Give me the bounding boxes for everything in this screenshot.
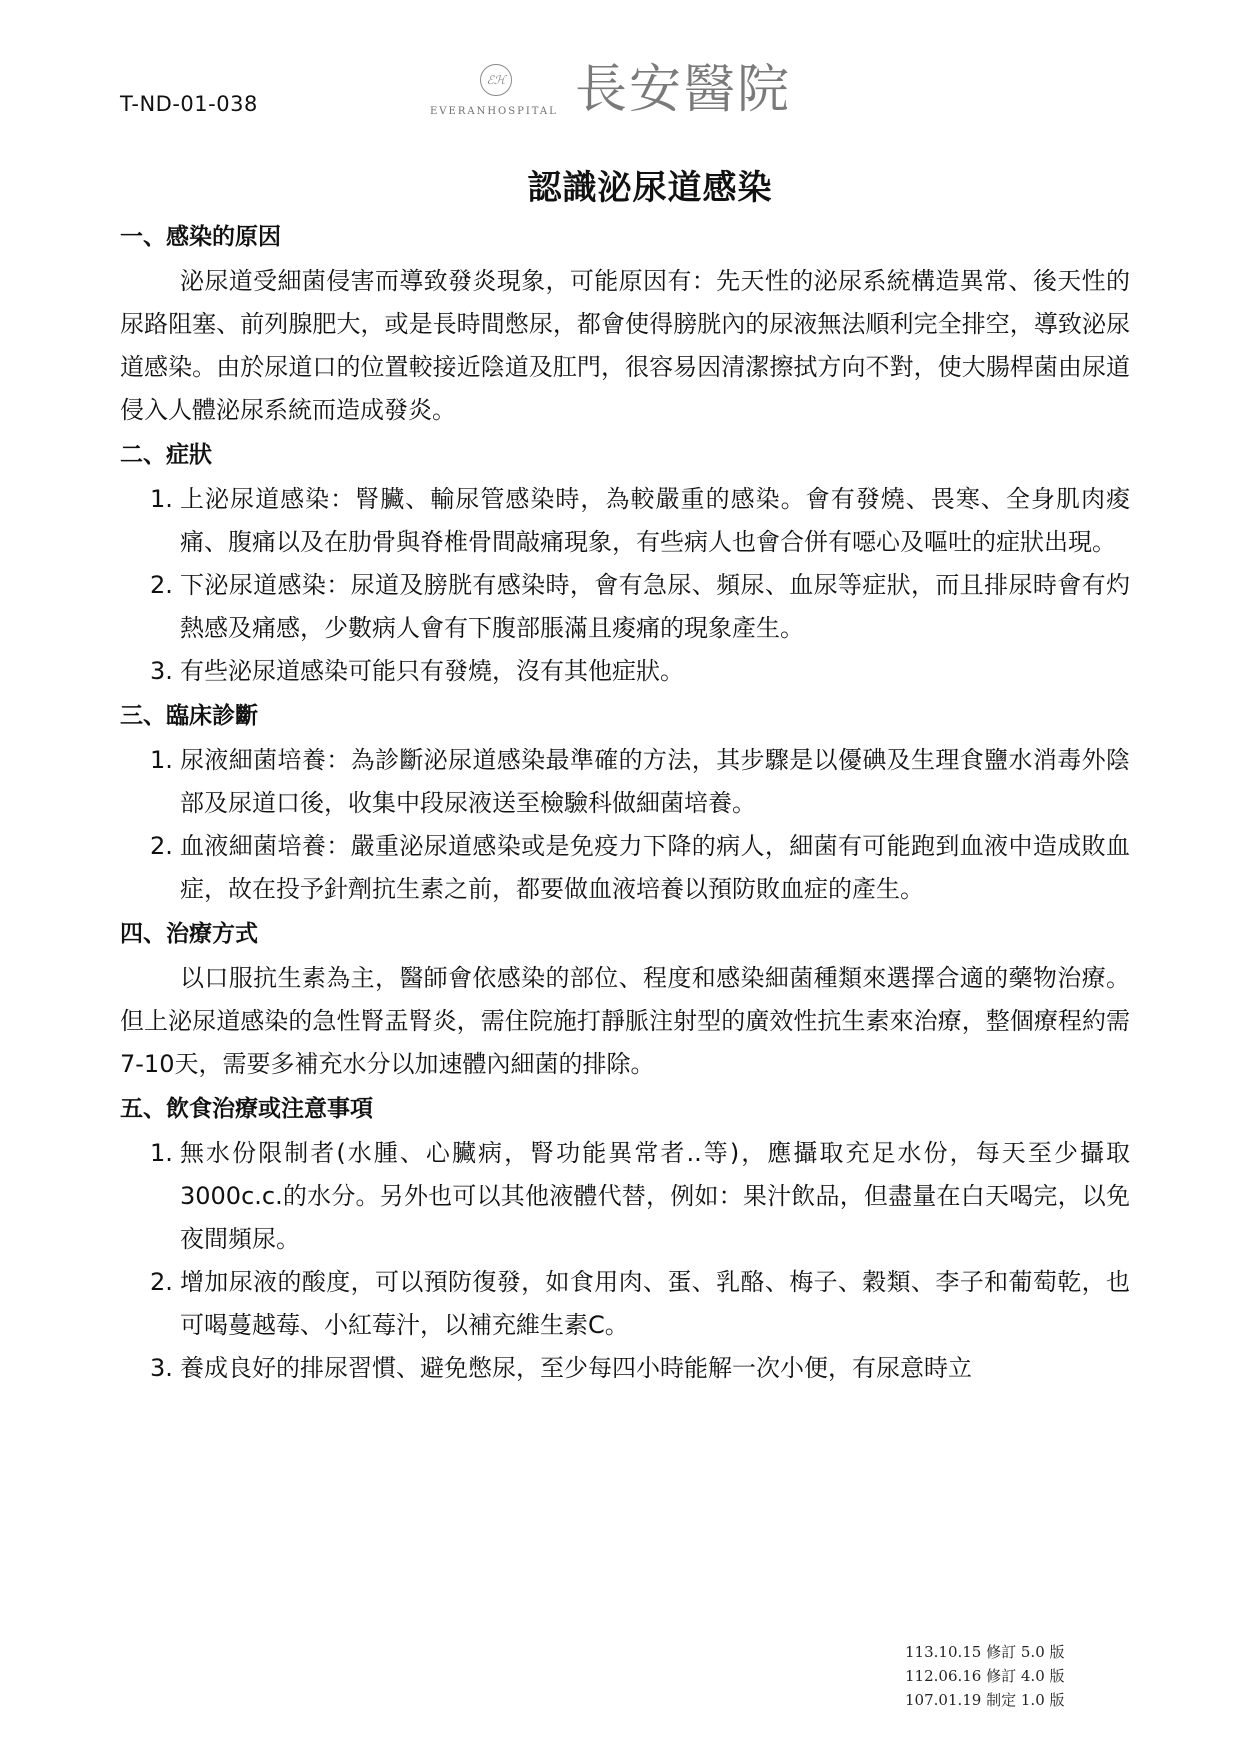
list-item	[120, 1347, 1130, 1390]
hospital-logo	[430, 58, 830, 128]
list-text: 增加尿液的酸度，可以預防復發，如食用肉、蛋、乳酪、梅子、穀類、李子和葡萄乾，也可喝蔓越莓、小紅莓汁，以補充維生素C。	[180, 1268, 1130, 1339]
revision-line: 107.01.19 制定 1.0 版	[905, 1691, 1065, 1709]
list-text: 尿液細菌培養：為診斷泌尿道感染最準確的方法，其步驟是以優碘及生理食鹽水消毒外陰部及尿道口後，收集中段尿液送至檢驗科做細菌培養。	[180, 746, 1130, 817]
list-text: 上泌尿道感染：腎臟、輸尿管感染時，為較嚴重的感染。會有發燒、畏寒、全身肌肉痠痛、腹痛以及在肋骨與脊椎骨間敲痛現象，有些病人也會合併有噁心及嘔吐的症狀出現。	[180, 485, 1130, 556]
list-number: 2.	[150, 1268, 173, 1296]
revision-history	[905, 1640, 1065, 1712]
list-text: 血液細菌培養：嚴重泌尿道感染或是免疫力下降的病人，細菌有可能跑到血液中造成敗血症，故在投予針劑抗生素之前，都要做血液培養以預防敗血症的產生。	[180, 832, 1130, 903]
list-item	[120, 825, 1130, 911]
page-title: 認識泌尿道感染	[527, 168, 773, 208]
list-item	[120, 478, 1130, 564]
document-code: T-ND-01-038	[120, 92, 258, 116]
list-number: 1.	[150, 746, 173, 774]
list-item	[120, 1261, 1130, 1347]
section-heading: 四、治療方式	[120, 921, 258, 947]
hospital-name-zh: 長安醫院	[575, 60, 792, 120]
document-body	[120, 214, 1130, 1390]
paragraph: 泌尿道受細菌侵害而導致發炎現象，可能原因有：先天性的泌尿系統構造異常、後天性的尿路阻塞、前列腺肥大，或是長時間憋尿，都會使得膀胱內的尿液無法順利完全排空，導致泌尿道感染。由於尿道口的位置較接近陰道及肛門，很容易因清潔擦拭方向不對，使大腸桿菌由尿道侵入人體泌尿系統而造成發炎。	[120, 267, 1130, 424]
revision-line: 113.10.15 修訂 5.0 版	[905, 1643, 1065, 1661]
hospital-seal-icon: ℰℋ	[480, 64, 512, 96]
list-text: 有些泌尿道感染可能只有發燒，沒有其他症狀。	[180, 657, 684, 685]
section-heading: 三、臨床診斷	[120, 703, 258, 729]
revision-line: 112.06.16 修訂 4.0 版	[905, 1667, 1065, 1685]
list-number: 2.	[150, 571, 173, 599]
list-text: 養成良好的排尿習慣、避免憋尿，至少每四小時能解一次小便，有尿意時立	[180, 1354, 972, 1382]
list-text: 下泌尿道感染：尿道及膀胱有感染時，會有急尿、頻尿、血尿等症狀，而且排尿時會有灼熱感及痛感，少數病人會有下腹部脹滿且痠痛的現象產生。	[180, 571, 1130, 642]
hospital-name-en: EVERANHOSPITAL	[430, 106, 558, 117]
list-item	[120, 650, 1130, 693]
list-number: 1.	[150, 485, 173, 513]
list-number: 2.	[150, 832, 173, 860]
paragraph: 以口服抗生素為主，醫師會依感染的部位、程度和感染細菌種類來選擇合適的藥物治療。但上泌尿道感染的急性腎盂腎炎，需住院施打靜脈注射型的廣效性抗生素來治療，整個療程約需7-10天，需要多補充水分以加速體內細菌的排除。	[120, 964, 1130, 1078]
section-heading: 五、飲食治療或注意事項	[120, 1096, 373, 1122]
list-number: 3.	[150, 1354, 173, 1382]
list-text: 無水份限制者(水腫、心臟病，腎功能異常者..等)，應攝取充足水份，每天至少攝取3000c.c.的水分。另外也可以其他液體代替，例如：果汁飲品，但盡量在白天喝完，以免夜間頻尿。	[180, 1139, 1130, 1253]
list-item	[120, 564, 1130, 650]
section-heading: 一、感染的原因	[120, 224, 281, 250]
list-number: 1.	[150, 1139, 173, 1167]
list-item	[120, 1132, 1130, 1261]
list-number: 3.	[150, 657, 173, 685]
list-item	[120, 739, 1130, 825]
section-heading: 二、症狀	[120, 442, 212, 468]
